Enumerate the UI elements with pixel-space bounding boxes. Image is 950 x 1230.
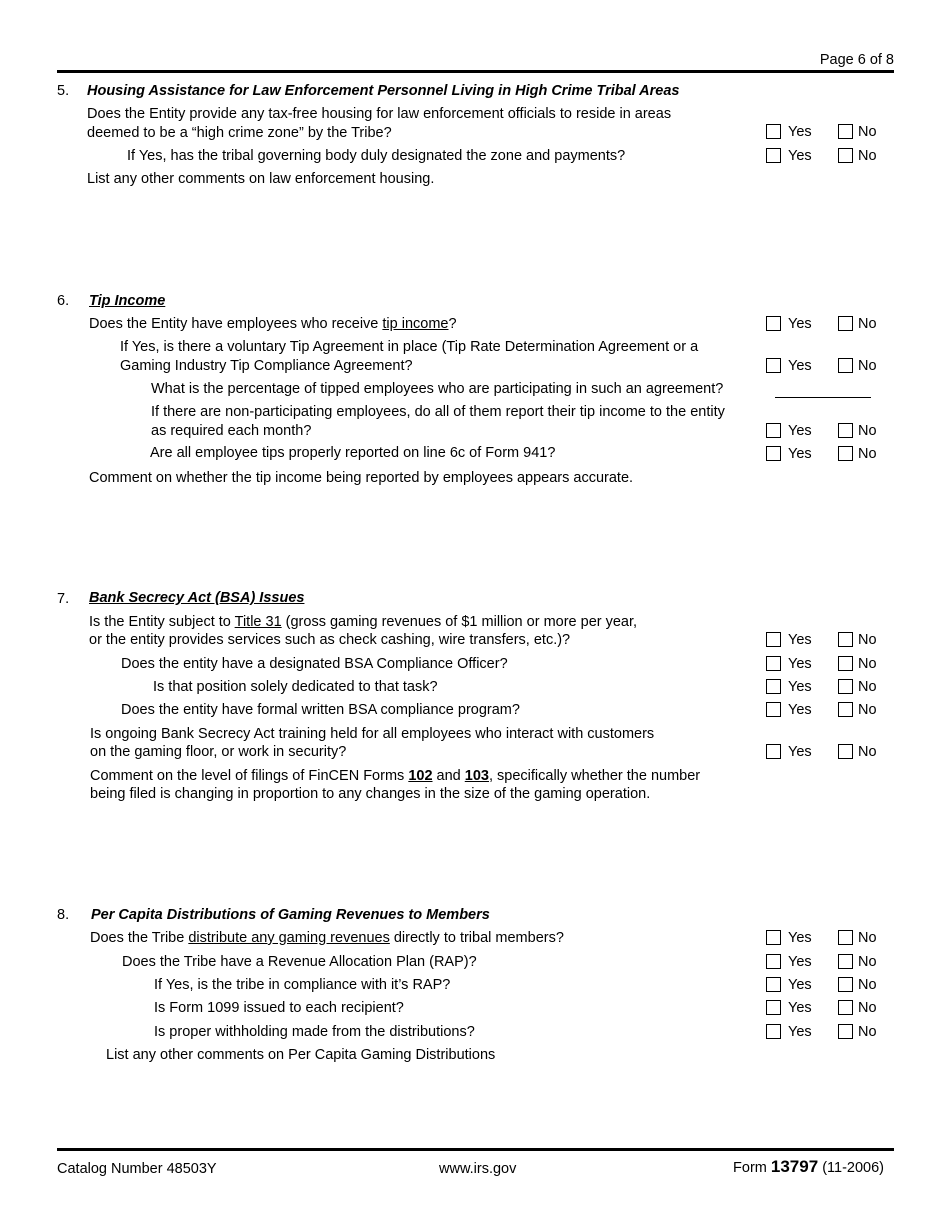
s7-comment-text: Comment on the level of filings of FinCEN Forms bbox=[90, 768, 409, 784]
s7-q1-text: Is the Entity subject to bbox=[89, 614, 235, 630]
s8-q1-no-checkbox[interactable] bbox=[838, 930, 853, 945]
s5-q1-yes-checkbox[interactable] bbox=[766, 124, 781, 139]
no-label: No bbox=[858, 930, 877, 946]
s7-q3-answer bbox=[0, 678, 950, 696]
s7-q5-line1: Is ongoing Bank Secrecy Act training held for all employees who interact with customers bbox=[90, 726, 655, 742]
s7-q4-no-checkbox[interactable] bbox=[838, 702, 853, 717]
s8-q1-answer bbox=[0, 929, 950, 947]
yes-label: Yes bbox=[788, 702, 812, 718]
section-5-number: 5. bbox=[57, 83, 70, 99]
yes-label: Yes bbox=[788, 1024, 812, 1040]
s6-q4-answer bbox=[0, 422, 950, 440]
s7-q2-no-checkbox[interactable] bbox=[838, 656, 853, 671]
yes-label: Yes bbox=[788, 930, 812, 946]
no-label: No bbox=[858, 1024, 877, 1040]
s8-q3-no-checkbox[interactable] bbox=[838, 977, 853, 992]
s8-q5: Is proper withholding made from the distributions? bbox=[154, 1024, 475, 1040]
s8-q4-no-checkbox[interactable] bbox=[838, 1000, 853, 1015]
no-label: No bbox=[858, 656, 877, 672]
s7-q4-yes-checkbox[interactable] bbox=[766, 702, 781, 717]
s8-q2-no-checkbox[interactable] bbox=[838, 954, 853, 969]
yes-label: Yes bbox=[788, 423, 812, 439]
s8-q5-yes-checkbox[interactable] bbox=[766, 1024, 781, 1039]
form-revision: (11-2006) bbox=[818, 1160, 884, 1176]
no-label: No bbox=[858, 148, 877, 164]
s8-q2-answer bbox=[0, 953, 950, 971]
yes-label: Yes bbox=[788, 632, 812, 648]
s8-q1-text: Does the Tribe bbox=[90, 930, 189, 946]
no-label: No bbox=[858, 744, 877, 760]
s7-q1-answer bbox=[0, 631, 950, 649]
section-6-number: 6. bbox=[57, 293, 70, 309]
s6-q1-no-checkbox[interactable] bbox=[838, 316, 853, 331]
s8-q3: If Yes, is the tribe in compliance with it’s RAP? bbox=[154, 977, 451, 993]
yes-label: Yes bbox=[788, 977, 812, 993]
s6-comment-prompt: Comment on whether the tip income being reported by employees appears accurate. bbox=[89, 470, 634, 486]
no-label: No bbox=[858, 1000, 877, 1016]
section-7-number: 7. bbox=[57, 591, 70, 607]
s7-q5-no-checkbox[interactable] bbox=[838, 744, 853, 759]
s7-q2-answer bbox=[0, 655, 950, 673]
s8-q1-yes-checkbox[interactable] bbox=[766, 930, 781, 945]
s8-q3-yes-checkbox[interactable] bbox=[766, 977, 781, 992]
s6-q5-no-checkbox[interactable] bbox=[838, 446, 853, 461]
s5-q1-answer bbox=[0, 123, 950, 141]
s7-comment-and: and bbox=[432, 768, 465, 784]
s7-q3-yes-checkbox[interactable] bbox=[766, 679, 781, 694]
yes-label: Yes bbox=[788, 358, 812, 374]
s6-q4-yes-checkbox[interactable] bbox=[766, 423, 781, 438]
s8-q2: Does the Tribe have a Revenue Allocation Plan (RAP)? bbox=[122, 954, 477, 970]
s7-q1-text-end: (gross gaming revenues of $1 million or more per year, bbox=[281, 614, 638, 630]
yes-label: Yes bbox=[788, 954, 812, 970]
s7-q5-line2: on the gaming floor, or work in security? bbox=[90, 744, 347, 760]
s5-q2-answer bbox=[0, 147, 950, 165]
s8-comment-prompt: List any other comments on Per Capita Gaming Distributions bbox=[106, 1047, 496, 1063]
s7-comment-line2: being filed is changing in proportion to any changes in the size of the gaming operation. bbox=[90, 786, 651, 802]
s6-q1-end: ? bbox=[448, 316, 457, 332]
s6-q4-no-checkbox[interactable] bbox=[838, 423, 853, 438]
s5-q1-no-checkbox[interactable] bbox=[838, 124, 853, 139]
yes-label: Yes bbox=[788, 1000, 812, 1016]
title-31-link[interactable]: Title 31 bbox=[234, 614, 282, 630]
s7-q2: Does the entity have a designated BSA Compliance Officer? bbox=[121, 656, 508, 672]
s7-q1-yes-checkbox[interactable] bbox=[766, 632, 781, 647]
s6-q2-line1: If Yes, is there a voluntary Tip Agreement in place (Tip Rate Determination Agreement or a bbox=[120, 339, 699, 355]
s6-q1-answer bbox=[0, 315, 950, 333]
irs-website: www.irs.gov bbox=[439, 1161, 517, 1177]
tip-income-link[interactable]: tip income bbox=[382, 316, 449, 332]
s6-q1-text: Does the Entity have employees who receive bbox=[89, 316, 383, 332]
no-label: No bbox=[858, 423, 877, 439]
s6-q2-line2: Gaming Industry Tip Compliance Agreement? bbox=[120, 358, 413, 374]
catalog-number: Catalog Number 48503Y bbox=[57, 1161, 217, 1177]
s8-q4-answer bbox=[0, 999, 950, 1017]
s6-q5-answer bbox=[0, 445, 950, 463]
s5-q2: If Yes, has the tribal governing body duly designated the zone and payments? bbox=[127, 148, 626, 164]
s7-q3-no-checkbox[interactable] bbox=[838, 679, 853, 694]
s8-q4-yes-checkbox[interactable] bbox=[766, 1000, 781, 1015]
section-5-title: Housing Assistance for Law Enforcement Personnel Living in High Crime Tribal Areas bbox=[87, 83, 680, 99]
s7-q4-answer bbox=[0, 701, 950, 719]
page-number: Page 6 of 8 bbox=[819, 52, 894, 68]
s7-q5-yes-checkbox[interactable] bbox=[766, 744, 781, 759]
s6-q3-percentage-input[interactable] bbox=[775, 396, 871, 398]
form-number: 13797 bbox=[770, 1157, 819, 1176]
s5-q2-no-checkbox[interactable] bbox=[838, 148, 853, 163]
yes-label: Yes bbox=[788, 124, 812, 140]
s7-q2-yes-checkbox[interactable] bbox=[766, 656, 781, 671]
yes-label: Yes bbox=[788, 446, 812, 462]
yes-label: Yes bbox=[788, 656, 812, 672]
s7-q3: Is that position solely dedicated to that task? bbox=[153, 679, 438, 695]
s8-q5-answer bbox=[0, 1023, 950, 1041]
no-label: No bbox=[858, 977, 877, 993]
s6-q5: Are all employee tips properly reported on line 6c of Form 941? bbox=[150, 445, 556, 461]
s7-q4: Does the entity have formal written BSA compliance program? bbox=[121, 702, 520, 718]
section-7-title: Bank Secrecy Act (BSA) Issues bbox=[89, 590, 305, 606]
s6-q1-yes-checkbox[interactable] bbox=[766, 316, 781, 331]
s7-q1-line1 bbox=[89, 613, 637, 631]
s6-q2-yes-checkbox[interactable] bbox=[766, 358, 781, 373]
no-label: No bbox=[858, 124, 877, 140]
yes-label: Yes bbox=[788, 148, 812, 164]
no-label: No bbox=[858, 702, 877, 718]
s6-q3: What is the percentage of tipped employees who are participating in such an agreement? bbox=[151, 381, 724, 397]
form-label: Form bbox=[733, 1160, 771, 1176]
no-label: No bbox=[858, 358, 877, 374]
s7-q5-answer bbox=[0, 743, 950, 761]
no-label: No bbox=[858, 679, 877, 695]
s8-q4: Is Form 1099 issued to each recipient? bbox=[154, 1000, 404, 1016]
s6-q2-answer bbox=[0, 357, 950, 375]
no-label: No bbox=[858, 632, 877, 648]
s5-q2-yes-checkbox[interactable] bbox=[766, 148, 781, 163]
s8-q2-yes-checkbox[interactable] bbox=[766, 954, 781, 969]
top-rule bbox=[57, 70, 894, 73]
bottom-rule bbox=[57, 1148, 894, 1151]
no-label: No bbox=[858, 316, 877, 332]
s7-comment-text-end: , specifically whether the number bbox=[488, 768, 701, 784]
s6-q4-line2: as required each month? bbox=[151, 423, 312, 439]
yes-label: Yes bbox=[788, 316, 812, 332]
form-id bbox=[733, 1158, 884, 1177]
s7-comment-line1 bbox=[90, 767, 700, 785]
s8-q5-no-checkbox[interactable] bbox=[838, 1024, 853, 1039]
s6-q5-yes-checkbox[interactable] bbox=[766, 446, 781, 461]
section-6-title: Tip Income bbox=[89, 293, 166, 309]
section-8-title: Per Capita Distributions of Gaming Revenues to Members bbox=[91, 907, 490, 923]
s5-q1-line1: Does the Entity provide any tax-free housing for law enforcement officials to reside in areas bbox=[87, 106, 672, 122]
form-103-link[interactable]: 103 bbox=[464, 768, 489, 784]
s8-q3-answer bbox=[0, 976, 950, 994]
s5-q1-line2: deemed to be a “high crime zone” by the Tribe? bbox=[87, 125, 392, 141]
s6-q4-line1: If there are non-participating employees, do all of them report their tip income to the entity bbox=[151, 404, 725, 420]
yes-label: Yes bbox=[788, 679, 812, 695]
form-102-link[interactable]: 102 bbox=[408, 768, 433, 784]
no-label: No bbox=[858, 954, 877, 970]
s7-q1-line2: or the entity provides services such as check cashing, wire transfers, etc.)? bbox=[89, 632, 571, 648]
no-label: No bbox=[858, 446, 877, 462]
yes-label: Yes bbox=[788, 744, 812, 760]
section-8-number: 8. bbox=[57, 907, 70, 923]
s7-q1-no-checkbox[interactable] bbox=[838, 632, 853, 647]
distribute-gaming-revenues-link[interactable]: distribute any gaming revenues bbox=[188, 930, 390, 946]
s5-comment-prompt: List any other comments on law enforcement housing. bbox=[87, 171, 435, 187]
s6-q2-no-checkbox[interactable] bbox=[838, 358, 853, 373]
s8-q1-text-end: directly to tribal members? bbox=[389, 930, 564, 946]
